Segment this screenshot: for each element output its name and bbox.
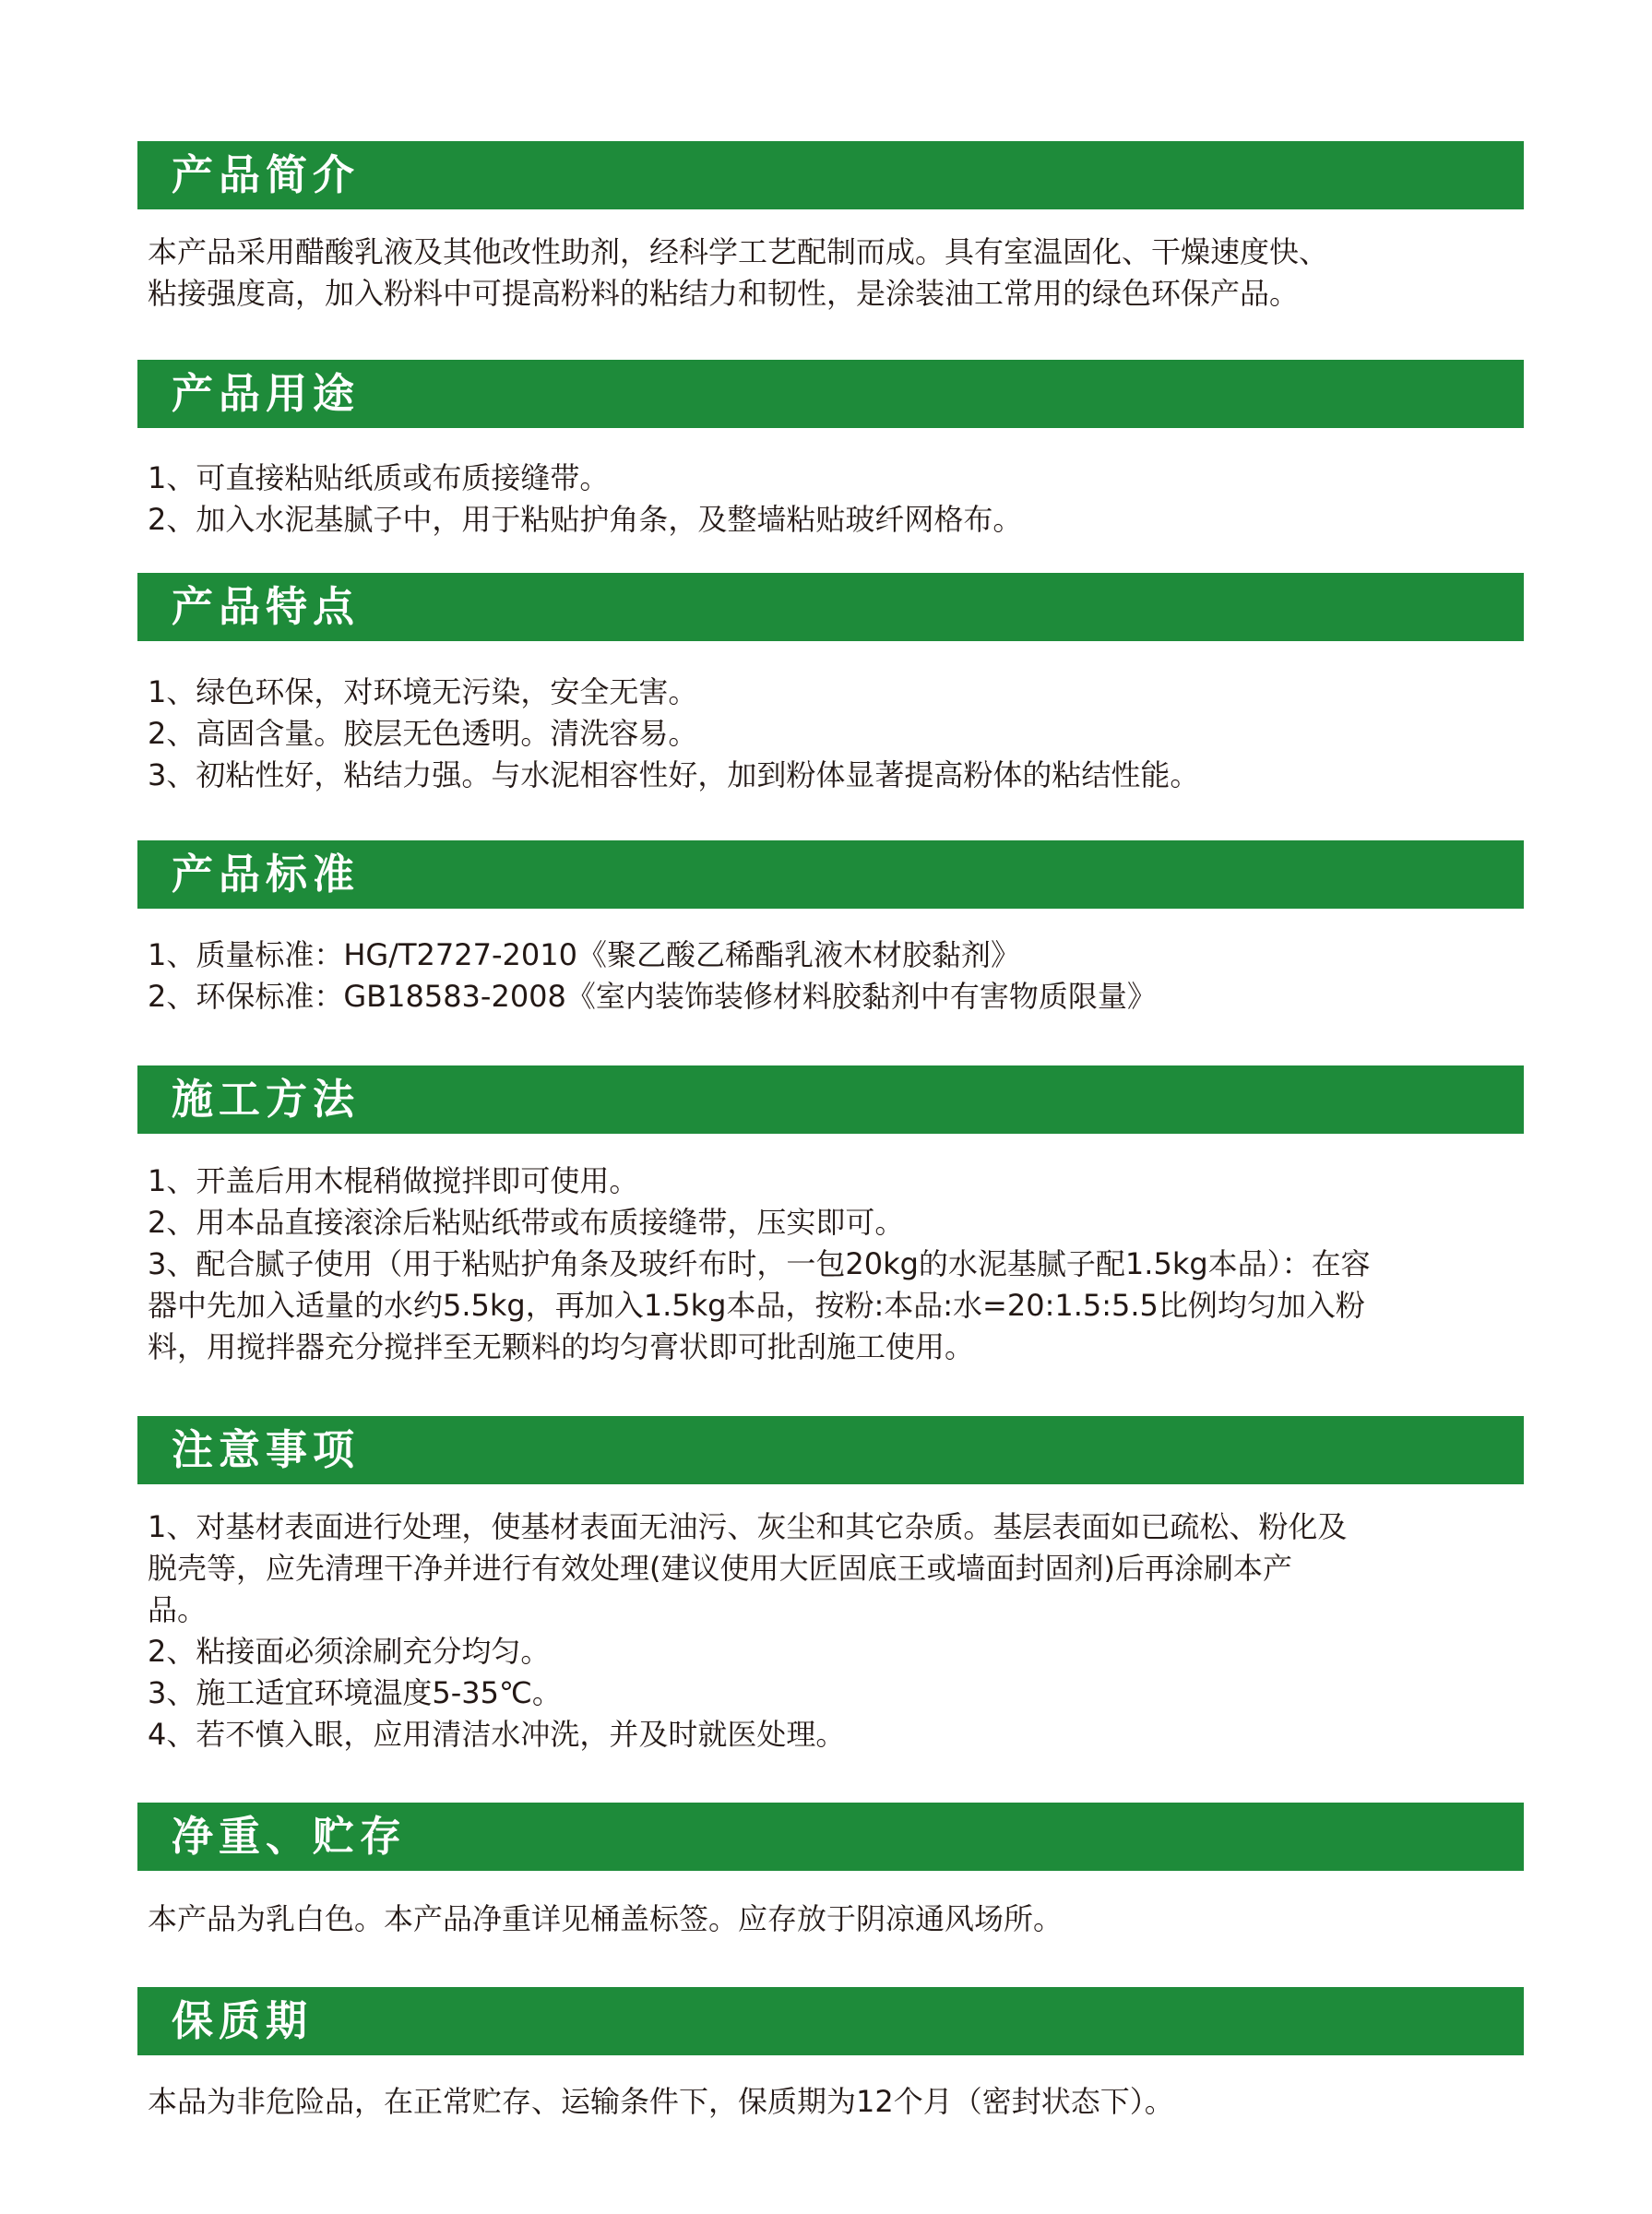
body-line: 4、若不慎入眼，应用清洁水冲洗，并及时就医处理。 — [148, 1717, 846, 1752]
section-body-storage — [148, 1899, 1513, 1940]
section-title: 产品用途 — [172, 369, 361, 418]
body-line: 品。 — [148, 1592, 208, 1627]
section-header-method — [137, 1065, 1524, 1134]
section-title: 施工方法 — [172, 1075, 361, 1124]
section-header-features — [137, 573, 1524, 641]
body-line: 3、配合腻子使用（用于粘贴护角条及玻纤布时，一包20kg的水泥基腻子配1.5kg本品）：在容 — [148, 1246, 1371, 1281]
section-body-notes — [148, 1506, 1513, 1756]
section-header-intro — [137, 141, 1524, 209]
body-line: 粘接强度高，加入粉料中可提高粉料的粘结力和韧性，是涂装油工常用的绿色环保产品。 — [148, 276, 1300, 311]
body-line: 1、绿色环保，对环境无污染，安全无害。 — [148, 674, 698, 709]
section-title: 保质期 — [172, 1996, 314, 2045]
section-title: 注意事项 — [172, 1425, 361, 1474]
section-body-shelf-life — [148, 2081, 1513, 2123]
section-title: 净重、贮存 — [172, 1812, 408, 1861]
section-header-storage — [137, 1803, 1524, 1871]
section-title: 产品简介 — [172, 150, 361, 199]
section-header-notes — [137, 1416, 1524, 1484]
body-line: 料，用搅拌器充分搅拌至无颗料的均匀膏状即可批刮施工使用。 — [148, 1329, 975, 1364]
body-line: 1、开盖后用木棍稍做搅拌即可使用。 — [148, 1163, 639, 1198]
body-line: 3、初粘性好，粘结力强。与水泥相容性好，加到粉体显著提高粉体的粘结性能。 — [148, 757, 1200, 792]
section-body-method — [148, 1161, 1513, 1368]
body-line: 2、环保标准：GB18583-2008《室内装饰装修材料胶黏剂中有害物质限量》 — [148, 979, 1157, 1014]
section-body-standards — [148, 934, 1513, 1018]
section-body-usage — [148, 458, 1513, 541]
body-line: 本产品采用醋酸乳液及其他改性助剂，经科学工艺配制而成。具有室温固化、干燥速度快、 — [148, 234, 1329, 269]
body-line: 脱壳等，应先清理干净并进行有效处理(建议使用大匠固底王或墙面封固剂)后再涂刷本产 — [148, 1551, 1292, 1586]
section-body-features — [148, 672, 1513, 796]
section-header-usage — [137, 360, 1524, 428]
section-title: 产品特点 — [172, 582, 361, 631]
body-line: 本品为非危险品，在正常贮存、运输条件下，保质期为12个月（密封状态下）。 — [148, 2084, 1174, 2119]
body-line: 1、对基材表面进行处理，使基材表面无油污、灰尘和其它杂质。基层表面如已疏松、粉化及 — [148, 1509, 1348, 1544]
section-body-intro — [148, 232, 1513, 315]
body-line: 1、可直接粘贴纸质或布质接缝带。 — [148, 460, 610, 495]
section-header-shelf-life — [137, 1987, 1524, 2055]
body-line: 本产品为乳白色。本产品净重详见桶盖标签。应存放于阴凉通风场所。 — [148, 1901, 1064, 1936]
body-line: 2、粘接面必须涂刷充分均匀。 — [148, 1634, 551, 1669]
body-line: 器中先加入适量的水约5.5kg，再加入1.5kg本品，按粉:本品:水=20:1.5:5.5比例均匀加入粉 — [148, 1288, 1365, 1323]
body-line: 1、质量标准：HG/T2727-2010《聚乙酸乙稀酯乳液木材胶黏剂》 — [148, 937, 1020, 972]
section-title: 产品标准 — [172, 850, 361, 899]
body-line: 2、用本品直接滚涂后粘贴纸带或布质接缝带，压实即可。 — [148, 1205, 905, 1240]
body-line: 2、加入水泥基腻子中，用于粘贴护角条，及整墙粘贴玻纤网格布。 — [148, 502, 1023, 537]
body-line: 3、施工适宜环境温度5-35℃。 — [148, 1675, 562, 1710]
section-header-standards — [137, 840, 1524, 909]
body-line: 2、高固含量。胶层无色透明。清洗容易。 — [148, 716, 698, 751]
